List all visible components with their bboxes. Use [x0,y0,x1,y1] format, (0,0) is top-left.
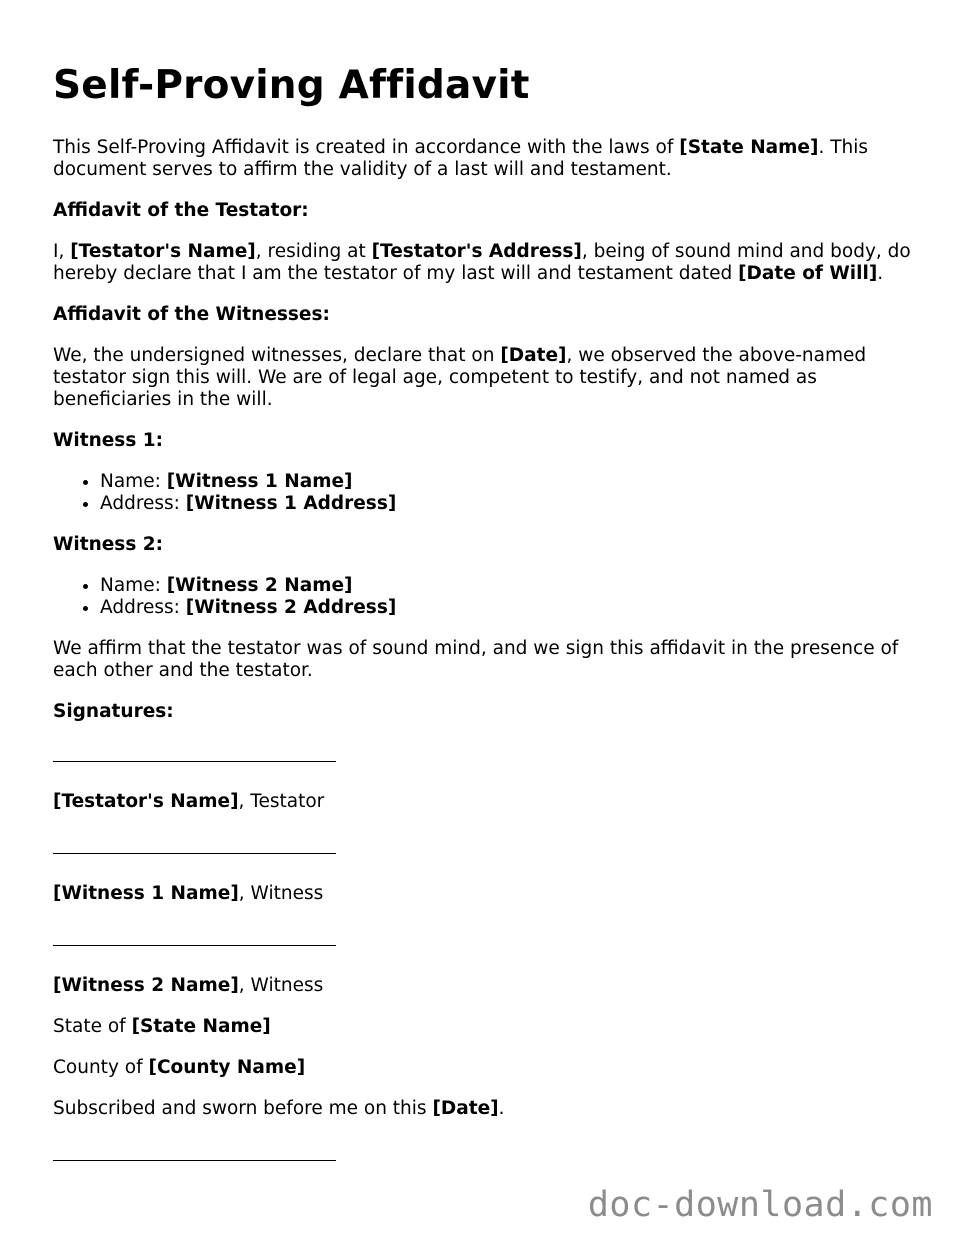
document-title: Self-Proving Affidavit [53,63,530,108]
witness-2-address-placeholder: [Witness 2 Address] [185,597,397,618]
list-item: • Name: [Witness 2 Name] [100,575,923,597]
witness-2-heading: Witness 2: [53,534,164,555]
witness-1-name-placeholder: [Witness 1 Name] [166,471,353,492]
notary-state-placeholder: [State Name] [131,1016,271,1037]
list-item: • Address: [Witness 2 Address] [100,597,923,619]
witnesses-paragraph: We, the undersigned witnesses, declare that on [Date], we observed the above-named testator sign this will. We are of legal age, competent to testify, and not named as beneficiaries in the will. [53,345,867,410]
testator-paragraph: I, [Testator's Name], residing at [Testator's Address], being of sound mind and body, do hereby declare that I am the testator of my last will and testament dated [Date of Will]. [53,241,911,284]
witness-1-signature-line [53,853,336,854]
testator-signature-caption: [Testator's Name], Testator [53,791,325,812]
witness-date-placeholder: [Date] [500,345,567,366]
witness-2-signature-line [53,945,336,946]
witness-2-list [53,575,923,619]
witness-2-signature-caption: [Witness 2 Name], Witness [53,975,324,996]
affirmation-paragraph: We affirm that the testator was of sound mind, and we sign this affidavit in the presence of each other and the testator. [53,638,899,681]
witness-1-list [53,471,923,515]
list-item: • Name: [Witness 1 Name] [100,471,923,493]
intro-text-2: . This document serves to affirm the validity of a last will and testament. [53,137,869,180]
witnesses-heading: Affidavit of the Witnesses: [53,304,330,325]
notary-county-placeholder: [County Name] [148,1057,306,1078]
testator-signature-line [53,761,336,762]
intro-text-1: This Self-Proving Affidavit is created in accordance with the laws of [53,137,680,158]
witness-1-heading: Witness 1: [53,430,164,451]
testator-name-placeholder: [Testator's Name] [70,241,256,262]
signatures-heading: Signatures: [53,701,174,722]
notary-signature-line [53,1160,336,1161]
witness-1-signature-caption: [Witness 1 Name], Witness [53,883,324,904]
notary-date-placeholder: [Date] [432,1098,499,1119]
notary-sworn: Subscribed and sworn before me on this [Date]. [53,1098,505,1119]
watermark: doc-download.com [587,1185,933,1225]
witness-1-address-placeholder: [Witness 1 Address] [185,493,397,514]
notary-state: State of [State Name] [53,1016,271,1037]
notary-county: County of [County Name] [53,1057,306,1078]
state-name-placeholder: [State Name] [679,137,819,158]
list-item: • Address: [Witness 1 Address] [100,493,923,515]
intro-paragraph [53,137,923,181]
document-page [53,62,923,1190]
witness-2-name-placeholder: [Witness 2 Name] [166,575,353,596]
testator-heading: Affidavit of the Testator: [53,200,309,221]
will-date-placeholder: [Date of Will] [738,263,878,284]
testator-address-placeholder: [Testator's Address] [371,241,582,262]
